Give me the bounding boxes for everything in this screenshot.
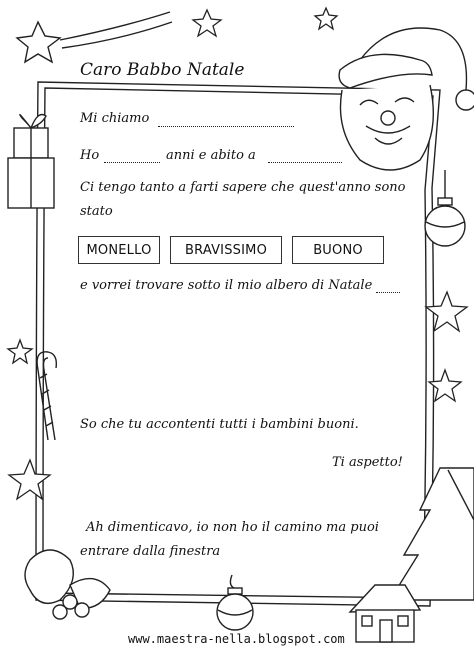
city-field-line[interactable]: [268, 162, 342, 163]
content-line: So che tu accontenti tutti i bambini buoni.: [80, 417, 359, 432]
ps-line-1: Ah dimenticavo, io non ho il camino ma puoi: [86, 520, 379, 535]
ps-line-2: entrare dalla finestra: [80, 544, 221, 559]
gift-line: e vorrei trovare sotto il mio albero di Natale: [80, 278, 373, 293]
name-field-line[interactable]: [158, 126, 294, 127]
age-suffix: anni e abito a: [166, 148, 256, 163]
choice-buono[interactable]: BUONO: [292, 236, 384, 264]
holly-icon: [25, 550, 110, 619]
santa-face-icon: [339, 28, 474, 170]
present-icon: [8, 115, 54, 209]
letter-title: Caro Babbo Natale: [80, 60, 245, 80]
bauble-icon: [425, 170, 465, 246]
wish-line-2: stato: [80, 204, 113, 219]
star-icon: [315, 8, 337, 29]
house-icon: [350, 585, 420, 642]
site-url: www.maestra-nella.blogspot.com: [128, 632, 345, 646]
gift-field-line[interactable]: [376, 292, 400, 293]
bauble-icon: [217, 575, 253, 630]
star-icon: [8, 340, 32, 363]
star-icon: [193, 10, 221, 36]
star-icon: [426, 292, 467, 331]
star-icon: [9, 460, 50, 499]
choice-bravissimo[interactable]: BRAVISSIMO: [170, 236, 282, 264]
choice-monello[interactable]: MONELLO: [78, 236, 160, 264]
shooting-star-icon: [17, 12, 172, 62]
name-prompt: Mi chiamo: [80, 111, 150, 126]
christmas-tree-icon: [390, 468, 474, 600]
age-field-line[interactable]: [104, 162, 160, 163]
age-prompt: Ho: [80, 148, 100, 163]
candy-cane-icon: [37, 352, 56, 440]
wish-line-1: Ci tengo tanto a farti sapere che quest'anno sono: [80, 180, 406, 195]
waiting-line: Ti aspetto!: [332, 455, 403, 470]
